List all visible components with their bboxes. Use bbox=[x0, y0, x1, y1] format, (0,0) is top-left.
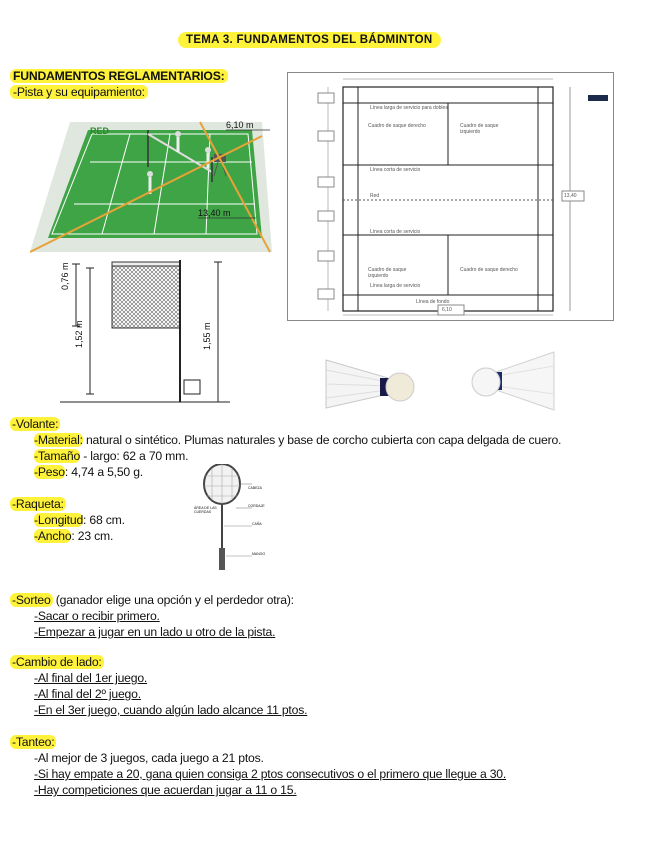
net-height-152 bbox=[74, 320, 84, 348]
zone-7: Cuadro de saque izquierdo bbox=[368, 267, 407, 279]
pista-label: -Pista y su equipamiento: bbox=[10, 85, 148, 99]
volante-material-text: natural o sintético. Plumas naturales y base de corcho cubierta con capa delgada de cuero. bbox=[82, 433, 562, 447]
volante-tamano-label: -Tamaño bbox=[34, 449, 81, 463]
zone-8: Cuadro de saque derecho bbox=[460, 267, 518, 273]
sorteo-item-1: -Sacar o recibir primero. bbox=[34, 609, 160, 623]
section-reglamentarios bbox=[10, 68, 228, 100]
zone-3: Cuadro de saque izquierdo bbox=[460, 123, 499, 135]
zone-5: Red bbox=[370, 193, 380, 199]
section-cambio bbox=[10, 654, 307, 718]
racket-strings-area: ÁREA DE LAS CUERDAS bbox=[194, 506, 217, 514]
court-plan-diagram bbox=[287, 72, 614, 321]
raqueta-ancho-text: : 23 cm. bbox=[71, 529, 114, 543]
net-diagram bbox=[60, 256, 230, 408]
net-height-076-text: 0,76 m bbox=[60, 262, 70, 290]
sorteo-heading: -Sorteo bbox=[12, 593, 51, 607]
racket-part-handle: MANGO bbox=[252, 552, 266, 556]
plan-length-label: 13,40 bbox=[564, 193, 577, 199]
raqueta-longitud-label: -Longitud bbox=[34, 513, 84, 527]
section-volante bbox=[10, 416, 561, 480]
shuttlecock-image-1 bbox=[322, 350, 418, 414]
net-height-076 bbox=[60, 262, 70, 290]
cambio-item-2: -Al final del 2º juego. bbox=[34, 687, 141, 701]
volante-material-label: -Material: bbox=[34, 433, 83, 447]
volante-tamano-text: - largo: 62 a 70 mm. bbox=[80, 449, 189, 463]
zone-10: Línea de fondo bbox=[416, 299, 450, 305]
plan-width-label: 6,10 bbox=[442, 307, 452, 313]
zone-4: Línea corta de servicio bbox=[370, 167, 421, 173]
raqueta-heading: -Raqueta: bbox=[12, 497, 64, 511]
racket-diagram bbox=[196, 464, 276, 572]
volante-peso-text: : 4,74 a 5,50 g. bbox=[64, 465, 143, 479]
racket-part-shaft: CAÑA bbox=[252, 522, 262, 526]
net-height-155 bbox=[202, 322, 212, 350]
court-width-label: 6,10 m bbox=[226, 120, 254, 130]
zone-6: Línea corta de servicio bbox=[370, 229, 421, 235]
page-title: TEMA 3. FUNDAMENTOS DEL BÁDMINTON bbox=[178, 32, 441, 48]
zone-9: Línea larga de servicio bbox=[370, 283, 421, 289]
tanteo-heading: -Tanteo: bbox=[12, 735, 55, 749]
net-height-152-text: 1,52 m bbox=[74, 320, 84, 348]
volante-heading: -Volante: bbox=[12, 417, 59, 431]
cambio-heading: -Cambio de lado: bbox=[12, 655, 102, 669]
tanteo-item-3: -Hay competiciones que acuerdan jugar a 11 o 15. bbox=[34, 783, 297, 797]
court-photo bbox=[30, 112, 272, 256]
sorteo-heading-rest: (ganador elige una opción y el perdedor otra): bbox=[52, 593, 294, 607]
shuttlecock-image-2 bbox=[462, 344, 558, 416]
section-tanteo bbox=[10, 734, 506, 798]
court-length-label: 13,40 m bbox=[198, 208, 231, 218]
reglamentarios-heading: FUNDAMENTOS REGLAMENTARIOS: bbox=[10, 69, 228, 83]
sorteo-item-2: -Empezar a jugar en un lado u otro de la pista. bbox=[34, 625, 276, 639]
racket-part-strings: CORDAJE bbox=[248, 504, 265, 508]
raqueta-longitud-text: : 68 cm. bbox=[83, 513, 125, 527]
tanteo-item-1: -Al mejor de 3 juegos, cada juego a 21 ptos. bbox=[34, 751, 264, 765]
racket-part-head: CABEZA bbox=[248, 486, 263, 490]
cambio-item-1: -Al final del 1er juego. bbox=[34, 671, 148, 685]
cambio-item-3: -En el 3er juego, cuando algún lado alcance 11 ptos. bbox=[34, 703, 308, 717]
zone-2: Cuadro de saque derecho bbox=[368, 123, 426, 129]
section-sorteo bbox=[10, 592, 294, 640]
tanteo-item-2: -Si hay empate a 20, gana quien consiga 2 ptos consecutivos o el primero que llegue a 30. bbox=[34, 767, 507, 781]
volante-peso-label: -Peso bbox=[34, 465, 65, 479]
net-height-155-text: 1,55 m bbox=[202, 322, 212, 350]
section-raqueta bbox=[10, 496, 125, 544]
red-label: RED bbox=[90, 126, 110, 136]
raqueta-ancho-label: -Ancho bbox=[34, 529, 72, 543]
zone-1: Línea larga de servicio para dobles bbox=[370, 105, 448, 111]
